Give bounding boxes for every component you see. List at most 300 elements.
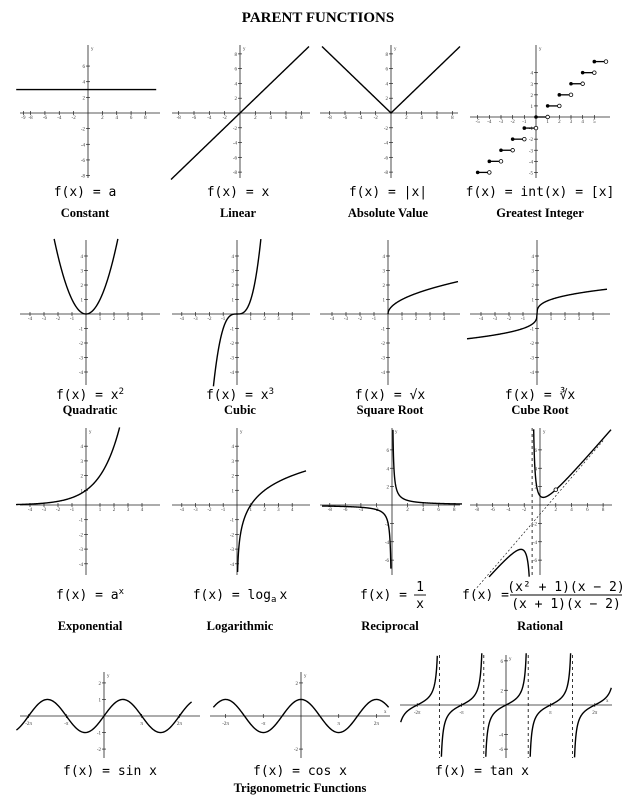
- constant-y-tick-label: 6: [82, 65, 85, 71]
- step-closed-dot: [534, 115, 538, 119]
- cosine-graph: [210, 672, 390, 758]
- cubic-x-tick-label: -2: [207, 317, 212, 322]
- absolute-value-x-tick-label: -6: [342, 116, 348, 121]
- linear-x-tick-label: -4: [207, 116, 212, 121]
- linear-y-tick-label: -8: [232, 171, 237, 177]
- linear-graph: [171, 45, 310, 180]
- quadratic-x-tick-label: -3: [41, 317, 47, 322]
- logarithmic-x-tick-label: -1: [221, 508, 226, 513]
- logarithmic-x-tick-label: 4: [290, 508, 294, 513]
- cube-root-y-tick-label: 2: [531, 284, 534, 289]
- greatest-integer-x-tick-label: -2: [510, 120, 515, 125]
- greatest-integer-y-tick-label: -2: [528, 138, 533, 144]
- quadratic-x-tick-label: 2: [112, 317, 116, 322]
- constant-y-tick-label: 2: [82, 96, 85, 102]
- linear-formula: [207, 185, 270, 200]
- square-root-y-tick-label: -4: [380, 371, 385, 376]
- rational-graph: [470, 428, 612, 588]
- logarithmic-y-tick-label: 2: [231, 474, 234, 480]
- cube-root-y-tick-label: 3: [531, 269, 534, 275]
- sine-y-tick-label: -2: [96, 748, 101, 754]
- greatest-integer-y-tick-label: 3: [530, 82, 533, 88]
- reciprocal-y-axis-label: y: [395, 430, 398, 435]
- quadratic-formula: [56, 387, 124, 403]
- reciprocal-x-tick-label: -4: [358, 508, 363, 513]
- logarithmic-y-tick-label: 3: [231, 459, 234, 465]
- rational-denominator: (x + 1)(x − 2): [511, 597, 621, 612]
- greatest-integer-name: Greatest Integer: [496, 206, 584, 220]
- sine-formula-base: f(x) = sin x: [63, 764, 157, 779]
- constant-graph: [16, 45, 160, 180]
- step-open-dot: [523, 137, 527, 141]
- step-closed-dot: [569, 82, 573, 86]
- quadratic-y-tick-label: -3: [78, 356, 83, 362]
- cube-root-y-tick-label: -1: [529, 327, 534, 333]
- tangent-x-tick-label: 2π: [592, 711, 598, 716]
- constant-y-tick-label: -6: [80, 158, 85, 164]
- step-closed-dot: [523, 126, 527, 130]
- cubic-y-tick-label: 2: [231, 284, 234, 289]
- step-closed-dot: [476, 171, 480, 175]
- cosine-x-tick-label: 2π: [373, 722, 379, 727]
- rational-x-tick-label: 6: [586, 508, 589, 513]
- constant-x-tick-label: 6: [129, 116, 133, 121]
- sine-x-tick-label: -2π: [25, 722, 32, 727]
- reciprocal-x-tick-label: 2: [406, 508, 409, 513]
- tangent-y-tick-label: -4: [498, 733, 503, 739]
- absolute-value-formula-base: f(x) = |x|: [348, 185, 428, 200]
- cube-root-name: Cube Root: [511, 403, 569, 417]
- absolute-value-name: Absolute Value: [347, 206, 429, 220]
- tangent-y-tick-label: -6: [498, 748, 503, 754]
- constant-x-tick-label: -9: [21, 116, 26, 121]
- step-open-dot: [558, 104, 562, 108]
- quadratic-x-tick-label: 3: [126, 317, 130, 322]
- exponential-formula-exponent: x: [118, 587, 125, 597]
- constant-x-tick-label: -4: [57, 116, 62, 121]
- exponential-x-tick-label: 4: [140, 508, 144, 513]
- linear-y-tick-label: 6: [234, 67, 237, 73]
- rational-y-tick-label: 2: [534, 485, 537, 491]
- cubic-y-tick-label: -1: [229, 327, 234, 333]
- absolute-value-x-tick-label: -8: [327, 116, 332, 121]
- rational-numerator: (x² + 1)(x − 2): [507, 580, 625, 595]
- logarithmic-formula-tail: x: [279, 588, 288, 603]
- cubic-y-tick-label: -3: [229, 356, 234, 362]
- quadratic-formula-base: f(x) = x: [55, 388, 119, 403]
- logarithmic-x-tick-label: -2: [207, 508, 212, 513]
- cube-root-y-tick-label: -2: [529, 342, 534, 347]
- cube-root-x-tick-label: 3: [577, 317, 581, 322]
- square-root-y-tick-label: -2: [380, 342, 385, 347]
- quadratic-y-tick-label: -2: [78, 342, 83, 347]
- sine-y-tick-label: 1: [98, 698, 101, 704]
- reciprocal-x-tick-label: 6: [437, 508, 440, 513]
- quadratic-x-tick-label: 1: [98, 317, 102, 322]
- cube-root-x-tick-label: 2: [563, 317, 567, 322]
- greatest-integer-formula-base: f(x) = int(x) = [x]: [465, 185, 615, 200]
- greatest-integer-y-axis-label: y: [539, 47, 542, 52]
- exponential-y-tick-label: 1: [80, 489, 83, 495]
- step-open-dot: [593, 71, 597, 75]
- reciprocal-y-tick-label: -2: [384, 522, 389, 528]
- square-root-x-tick-label: 3: [428, 317, 432, 322]
- step-closed-dot: [499, 148, 503, 152]
- greatest-integer-x-tick-label: 1: [546, 120, 549, 125]
- square-root-y-tick-label: -1: [380, 327, 385, 333]
- cosine-x-tick-label: π: [337, 722, 340, 727]
- absolute-value-x-tick-label: 4: [420, 116, 423, 121]
- sine-y-tick-label: -1: [96, 731, 101, 737]
- logarithmic-graph: [172, 428, 310, 575]
- reciprocal-x-tick-label: 4: [421, 508, 425, 513]
- greatest-integer-x-tick-label: 2: [558, 120, 561, 125]
- step-open-dot: [534, 126, 538, 130]
- reciprocal-y-tick-label: 2: [386, 485, 389, 491]
- captions-layer: [54, 185, 625, 795]
- constant-x-tick-label: -2: [71, 116, 76, 121]
- step-open-dot: [511, 148, 515, 152]
- linear-name: Linear: [219, 206, 257, 220]
- rational-x-tick-label: 8: [601, 508, 605, 513]
- absolute-value-x-tick-label: -4: [358, 116, 363, 121]
- linear-y-axis-label: y: [243, 47, 246, 52]
- quadratic-x-tick-label: -1: [69, 317, 75, 322]
- tangent-formula: [435, 764, 529, 779]
- cubic-x-tick-label: 2: [263, 317, 266, 322]
- page-title: PARENT FUNCTIONS: [241, 10, 395, 26]
- square-root-x-tick-label: -1: [371, 317, 377, 322]
- linear-x-tick-label: -2: [222, 116, 227, 121]
- reciprocal-x-tick-label: 8: [452, 508, 456, 513]
- square-root-y-tick-label: -3: [380, 356, 385, 362]
- absolute-value-y-axis-label: y: [394, 47, 397, 52]
- cosine-x-tick-label: -2π: [222, 722, 229, 727]
- exponential-y-tick-label: -4: [78, 562, 83, 568]
- step-open-dot: [581, 82, 585, 86]
- absolute-value-y-tick-label: 6: [385, 67, 388, 73]
- greatest-integer-x-tick-label: 5: [593, 120, 596, 125]
- greatest-integer-x-tick-label: 3: [569, 120, 573, 125]
- logarithmic-x-tick-label: -4: [179, 508, 184, 513]
- square-root-y-tick-label: 2: [382, 284, 385, 289]
- exponential-y-tick-label: -3: [78, 548, 83, 554]
- logarithmic-x-tick-label: 3: [277, 508, 280, 513]
- rational-y-tick-label: -6: [532, 559, 537, 565]
- reciprocal-x-tick-label: -2: [374, 508, 379, 513]
- logarithmic-curve: [238, 471, 306, 572]
- constant-name: Constant: [60, 206, 110, 220]
- linear-x-tick-label: 6: [284, 116, 288, 121]
- cubic-formula-base: f(x) = x: [205, 388, 269, 403]
- exponential-graph: [16, 427, 160, 575]
- cosine-formula: [253, 764, 347, 779]
- constant-x-tick-label: 2: [101, 116, 104, 121]
- exponential-x-tick-label: -1: [69, 508, 75, 513]
- step-closed-dot: [558, 93, 562, 97]
- square-root-x-tick-label: -2: [357, 317, 363, 322]
- step-open-dot: [499, 160, 503, 164]
- greatest-integer-x-tick-label: -3: [498, 120, 504, 125]
- quadratic-formula-exponent: 2: [118, 387, 125, 397]
- exponential-formula: [56, 587, 125, 603]
- reciprocal-x-tick-label: -8: [327, 508, 332, 513]
- linear-y-tick-label: -6: [232, 156, 237, 162]
- square-root-x-tick-label: -3: [343, 317, 349, 322]
- square-root-graph: [320, 240, 460, 385]
- tangent-x-tick-label: π: [549, 711, 552, 716]
- exponential-name: Exponential: [57, 619, 123, 633]
- reciprocal-numerator: 1: [416, 580, 424, 595]
- cubic-formula: [206, 387, 274, 403]
- tangent-x-tick-label: -2π: [413, 711, 421, 716]
- cube-root-y-tick-label: -4: [529, 371, 534, 376]
- greatest-integer-y-tick-label: 2: [530, 93, 533, 99]
- logarithmic-y-tick-label: -1: [229, 518, 234, 524]
- step-closed-dot: [488, 160, 492, 164]
- greatest-integer-y-tick-label: 1: [530, 104, 533, 110]
- logarithmic-y-tick-label: -4: [229, 562, 234, 568]
- absolute-value-graph: [320, 45, 460, 178]
- constant-y-axis-label: y: [91, 47, 94, 52]
- rational-x-tick-label: 2: [554, 508, 558, 513]
- rational-x-tick-label: 4: [570, 508, 573, 513]
- cube-root-x-tick-label: 1: [549, 317, 553, 322]
- constant-x-tick-label: 8: [144, 116, 147, 121]
- exponential-y-axis-label: y: [89, 430, 92, 435]
- sine-x-tick-label: -π: [64, 722, 69, 727]
- reciprocal-x-tick-label: -6: [343, 508, 348, 513]
- cube-root-formula: [505, 387, 576, 403]
- linear-y-tick-label: -4: [232, 141, 237, 147]
- sine-formula: [63, 764, 157, 779]
- cube-root-x-tick-label: -2: [506, 317, 512, 322]
- cubic-x-tick-label: 4: [290, 317, 294, 322]
- cubic-y-tick-label: -4: [229, 371, 234, 376]
- square-root-formula: [355, 388, 426, 403]
- absolute-value-x-tick-label: 8: [451, 116, 454, 121]
- cubic-y-tick-label: 3: [231, 269, 234, 275]
- rational-y-tick-label: -4: [532, 540, 537, 546]
- square-root-x-tick-label: 1: [400, 317, 404, 322]
- rational-formula: f(x) =: [462, 588, 509, 603]
- greatest-integer-y-tick-label: -3: [528, 149, 533, 155]
- exponential-y-tick-label: 3: [80, 459, 83, 465]
- linear-x-tick-label: -6: [191, 116, 197, 121]
- constant-x-tick-label: -6: [42, 116, 48, 121]
- cubic-y-tick-label: 4: [231, 255, 234, 260]
- logarithmic-name: Logarithmic: [206, 619, 274, 633]
- logarithmic-formula-subscript: a: [271, 595, 277, 605]
- quadratic-y-tick-label: -1: [78, 327, 83, 333]
- rational-name: Rational: [517, 619, 563, 633]
- tangent-branch: [575, 688, 612, 758]
- sine-y-axis-label: y: [107, 674, 110, 679]
- linear-y-tick-label: 8: [234, 52, 237, 58]
- step-closed-dot: [581, 71, 585, 75]
- cubic-name: Cubic: [224, 403, 256, 417]
- step-closed-dot: [546, 104, 550, 108]
- linear-y-tick-label: -2: [232, 126, 237, 132]
- quadratic-y-tick-label: 2: [80, 284, 83, 289]
- constant-x-tick-label: -8: [28, 116, 33, 121]
- constant-x-tick-label: 4: [115, 116, 118, 121]
- logarithmic-y-tick-label: 4: [231, 445, 234, 451]
- square-root-x-tick-label: 4: [442, 317, 446, 322]
- tangent-y-tick-label: 6: [500, 659, 503, 665]
- cube-root-graph: [467, 240, 610, 385]
- greatest-integer-x-tick-label: -5: [475, 120, 480, 125]
- greatest-integer-y-tick-label: 4: [530, 71, 533, 77]
- exponential-y-tick-label: 2: [80, 474, 83, 480]
- constant-formula: [54, 185, 117, 200]
- step-open-dot: [546, 115, 550, 119]
- quadratic-y-tick-label: 3: [80, 269, 83, 275]
- sine-y-tick-label: 2: [98, 681, 101, 687]
- quadratic-x-tick-label: -2: [55, 317, 61, 322]
- rational-x-tick-label: -8: [474, 508, 479, 513]
- square-root-x-tick-label: 2: [414, 317, 418, 322]
- cube-root-x-tick-label: -3: [492, 317, 498, 322]
- quadratic-name: Quadratic: [62, 403, 118, 417]
- cubic-x-tick-label: -4: [179, 317, 184, 322]
- logarithmic-y-tick-label: -2: [229, 533, 234, 539]
- greatest-integer-formula: [466, 185, 615, 200]
- exponential-x-tick-label: 1: [98, 508, 102, 513]
- cubic-x-tick-label: 3: [277, 317, 280, 322]
- cosine-y-tick-label: -2: [293, 748, 298, 754]
- square-root-y-tick-label: 4: [382, 255, 385, 260]
- exponential-x-tick-label: 3: [126, 508, 130, 513]
- cosine-x-axis-label: x: [384, 710, 387, 715]
- reciprocal-right-branch: [393, 430, 462, 504]
- tangent-y-tick-label: 2: [500, 689, 503, 695]
- absolute-value-y-tick-label: 4: [385, 82, 388, 88]
- cubic-formula-exponent: 3: [268, 387, 275, 397]
- rational-x-tick-label: -2: [522, 508, 527, 513]
- cubic-graph: [172, 239, 310, 386]
- rational-hole: [554, 488, 558, 492]
- logarithmic-y-axis-label: y: [240, 430, 243, 435]
- absolute-value-y-tick-label: 8: [385, 52, 388, 58]
- rational-left-branch: [489, 549, 529, 577]
- step-open-dot: [569, 93, 573, 97]
- logarithmic-formula-base: f(x) = log: [192, 588, 272, 603]
- exponential-formula-base: f(x) = a: [55, 588, 119, 603]
- quadratic-y-tick-label: 1: [80, 298, 83, 304]
- quadratic-x-tick-label: -4: [27, 317, 33, 322]
- cube-root-formula-base: f(x) = ∛x: [504, 388, 576, 403]
- absolute-value-y-tick-label: -6: [383, 156, 388, 162]
- cubic-x-tick-label: -1: [221, 317, 226, 322]
- constant-y-tick-label: -4: [80, 143, 85, 149]
- reciprocal-graph: [320, 428, 462, 575]
- tangent-graph: [400, 653, 612, 758]
- absolute-value-y-tick-label: -8: [383, 171, 388, 177]
- tangent-formula-base: f(x) = tan x: [435, 764, 529, 779]
- logarithmic-y-tick-label: -3: [229, 548, 234, 554]
- linear-y-tick-label: 4: [234, 82, 237, 88]
- cube-root-x-tick-label: 4: [591, 317, 595, 322]
- exponential-x-tick-label: -3: [41, 508, 47, 513]
- exponential-curve: [16, 427, 120, 504]
- greatest-integer-x-tick-label: -1: [522, 120, 527, 125]
- constant-y-tick-label: 4: [82, 80, 85, 86]
- sine-x-tick-label: π: [140, 722, 143, 727]
- linear-x-tick-label: 2: [254, 116, 257, 121]
- step-open-dot: [604, 60, 608, 64]
- cosine-formula-base: f(x) = cos x: [253, 764, 347, 779]
- step-open-dot: [488, 171, 492, 175]
- linear-y-tick-label: 2: [234, 97, 237, 103]
- exponential-x-tick-label: 2: [112, 508, 116, 513]
- linear-x-tick-label: 8: [300, 116, 303, 121]
- linear-x-tick-label: 4: [269, 116, 272, 121]
- square-root-y-tick-label: 1: [382, 298, 385, 304]
- reciprocal-denominator: x: [416, 597, 424, 612]
- logarithmic-y-tick-label: 1: [231, 489, 234, 495]
- sine-graph: [16, 672, 200, 758]
- constant-y-tick-label: -2: [80, 127, 85, 133]
- exponential-x-tick-label: -2: [55, 508, 61, 513]
- tangent-x-tick-label: -π: [459, 711, 464, 716]
- square-root-y-tick-label: 3: [382, 269, 385, 275]
- rational-y-axis-label: y: [543, 430, 546, 435]
- cubic-y-tick-label: 1: [231, 298, 234, 304]
- greatest-integer-graph: [470, 45, 610, 178]
- absolute-value-x-tick-label: 2: [405, 116, 408, 121]
- reciprocal-y-tick-label: -4: [384, 540, 389, 546]
- exponential-x-tick-label: -4: [27, 508, 33, 513]
- absolute-value-y-tick-label: -4: [383, 141, 388, 147]
- absolute-value-y-tick-label: -2: [383, 126, 388, 132]
- sine-x-tick-label: 2π: [176, 722, 182, 727]
- greatest-integer-y-tick-label: -5: [528, 171, 533, 177]
- quadratic-x-tick-label: 4: [140, 317, 144, 322]
- absolute-value-x-tick-label: -2: [373, 116, 378, 121]
- quadratic-graph: [20, 239, 160, 385]
- step-closed-dot: [593, 60, 597, 64]
- quadratic-y-tick-label: -4: [78, 371, 83, 376]
- logarithmic-x-tick-label: -3: [193, 508, 198, 513]
- quadratic-y-tick-label: 4: [80, 255, 83, 260]
- exponential-y-tick-label: -2: [78, 533, 83, 539]
- cosine-y-tick-label: 2: [295, 681, 298, 687]
- logarithmic-x-tick-label: 2: [263, 508, 266, 513]
- cube-root-y-tick-label: 4: [531, 255, 534, 260]
- tangent-x-axis-label: x: [606, 699, 609, 704]
- greatest-integer-x-tick-label: 4: [581, 120, 584, 125]
- logarithmic-x-tick-label: 1: [249, 508, 253, 513]
- rational-y-tick-label: 6: [534, 448, 537, 454]
- square-root-name: Square Root: [356, 403, 424, 417]
- tangent-y-axis-label: y: [509, 657, 512, 662]
- exponential-y-tick-label: 4: [80, 445, 83, 451]
- constant-y-tick-label: -8: [80, 174, 85, 180]
- rational-x-tick-label: -4: [506, 508, 511, 513]
- logarithmic-formula: [193, 588, 288, 605]
- cube-root-x-tick-label: -4: [478, 317, 484, 322]
- reciprocal-y-tick-label: -6: [384, 559, 389, 565]
- cubic-y-tick-label: -2: [229, 342, 234, 347]
- reciprocal-formula: f(x) =: [360, 588, 407, 603]
- rational-y-tick-label: 4: [534, 467, 537, 473]
- cosine-name: Trigonometric Functions: [233, 781, 367, 795]
- greatest-integer-x-tick-label: -4: [487, 120, 492, 125]
- greatest-integer-y-tick-label: -1: [528, 127, 533, 133]
- reciprocal-y-tick-label: 6: [386, 448, 389, 454]
- constant-formula-base: f(x) = a: [53, 185, 117, 200]
